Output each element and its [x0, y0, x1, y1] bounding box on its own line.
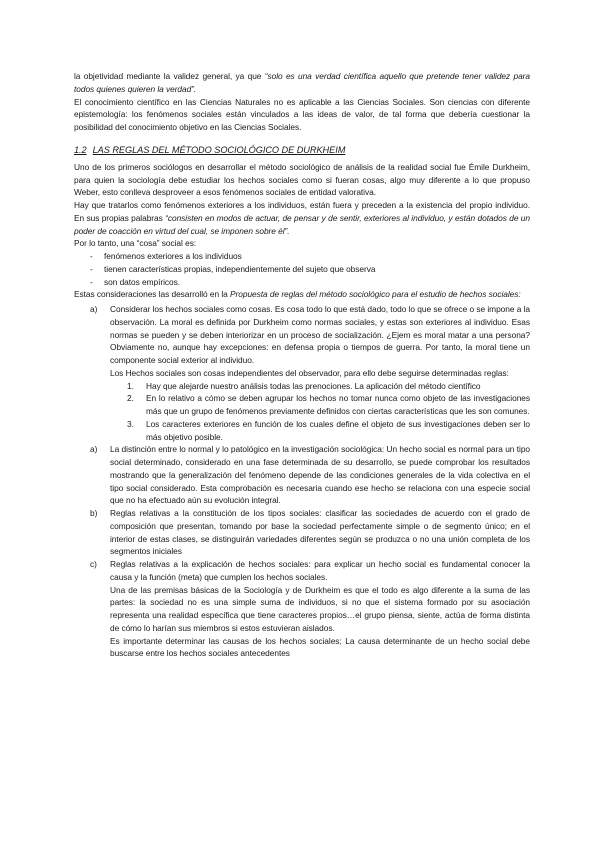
rules-proposal-title: Propuesta de reglas del método sociológico para el estudio de hechos sociales:	[230, 289, 521, 300]
intro-paragraph-2: El conocimiento científico en las Ciencias Naturales no es aplicable a las Ciencias Sociales. Son ciencias con diferente epistemología: los fenómenos sociales están vinculados a las ideas de valor, de tal forma que debería cuestionar la posibilidad del conocimiento objetivo en las Ciencias Sociales.	[74, 96, 530, 132]
section-number: 1.2	[74, 144, 87, 155]
item-paragraph: Es importante determinar las causas de los hechos sociales; La causa determinante de un hecho social debe buscarse entre los hechos sociales antecedentes	[110, 635, 530, 659]
item-paragraph: La distinción entre lo normal y lo patológico en la investigación sociológica: Un hecho social es normal para un tipo social determinado, considerado en una fase determinada de su desarrollo, se puede comprobar los resultados mostrando que la generalización del fenómeno depende de las condiciones generales de la vida colectiva en el tipo social considerado. Esta comprobación es necesaria cuando ese hecho se relaciona con una especie social que no ha efectuado aún su evolución integral.	[110, 444, 530, 506]
item-paragraph: Considerar los hechos sociales como cosas. Es cosa todo lo que está dado, todo lo que se ofrece o se impone a la observación. La moral es definida por Durkheim como normas sociales, y estas son exteriores al individuo. Esas normas se pueden y se deben interiorizar en un proceso de socialización. ¿Ejem es moral matar a una persona? Obviamente no, aunque hay excepciones: en defensa propia o tiempos de guerra. Por tanto, la moral tiene un componente social exterior al individuo.	[110, 304, 530, 365]
durkheim-quote: “consisten en modos de actuar, de pensar y de sentir, exteriores al individuo, y están dotados de un poder de coacción en virtud del cual, se imponen sobre él”.	[74, 212, 530, 236]
rule-item-a1	[74, 303, 530, 443]
rule-item-a2	[74, 443, 530, 507]
exterior-phenomena-paragraph: Hay que tratarlos como fenómenos exteriores a los individuos, están fuera y preceden a la existencia del propio individuo. En sus propias palabras “consisten en modos de actuar, de pensar y de sentir, exteriores al individuo, y están dotados de un poder de coacción en virtud del cual, se imponen sobre él”.	[74, 200, 530, 236]
item-paragraph: Una de las premisas básicas de la Sociología y de Durkheim es que el todo es algo diferente a la suma de las partes: la sociedad no es una simple suma de individuos, si no que el sistema formado por su asociación representa una realidad específica que tiene caracteres propios…el grupo piensa, siente, actúa de forma distinta de cómo lo harían sus miembros si estos estuvieran aislados.	[110, 584, 530, 633]
item-paragraph: Reglas relativas a la explicación de hechos sociales: para explicar un hecho social es fundamental conocer la causa y la función (meta) que cumplen los hechos sociales.	[110, 559, 530, 582]
item-marker: c)	[90, 559, 97, 569]
list-item: - son datos empíricos.	[74, 276, 530, 289]
section-heading	[74, 144, 530, 157]
rule-item-c	[74, 558, 530, 660]
item-marker: a)	[90, 304, 98, 314]
list-item: - tienen características propias, independientemente del sujeto que observa	[74, 263, 530, 276]
social-thing-list	[74, 250, 530, 288]
list-item: 1. Hay que alejarde nuestro análisis todas las prenociones. La aplicación del método científico	[127, 380, 481, 391]
section-title: LAS REGLAS DEL MÉTODO SOCIOLÓGICO DE DURKHEIM	[92, 144, 346, 155]
social-thing-definition: Por lo tanto, una “cosa” social es:	[74, 238, 197, 249]
list-item: 3. Los caracteres exteriores en función de los cuales define el objeto de sus investigaciones deben ser lo más objetivo posible.	[127, 418, 530, 442]
intro-paragraph-1: la objetividad mediante la validez general, ya que “solo es una verdad científica aquello que pretende tener validez para todos quienes quieren la verdad”.	[74, 71, 531, 94]
document-page	[74, 70, 530, 660]
rule-item-b	[74, 507, 530, 558]
durkheim-intro-paragraph: Uno de los primeros sociólogos en desarrollar el método sociológico de análisis de la realidad social fue Émile Durkheim, para quien la sociología debe estudiar los hechos sociales como si fueran cosas, algo muy diferente a lo que propuso Weber, esto conlleva desproveer a esos fenómenos sociales de entidad valorativa.	[74, 161, 530, 198]
observer-rules-list	[110, 380, 530, 444]
item-paragraph: Reglas relativas a la constitución de los tipos sociales: clasificar las sociedades de acuerdo con el grado de composición que presentan, tomando por base la sociedad perfectamente simple o de segmento único; en el interior de estas clases, se distinguirán variedades diferentes según se produzca o no una unión completa de los segmentos iniciales	[110, 508, 530, 557]
list-item: - fenómenos exteriores a los individuos	[74, 250, 530, 263]
weber-quote: “solo es una verdad científica aquello que pretende tener validez para todos quienes quieren la verdad”.	[74, 71, 531, 94]
item-marker: a)	[90, 444, 98, 455]
item-paragraph: Los Hechos sociales son cosas independientes del observador, para ello debe seguirse determinadas reglas:	[110, 367, 509, 378]
list-item: 2. En lo relativo a cómo se deben agrupar los hechos no tomar nunca como objeto de las investigaciones más que un grupo de fenómenos previamente definidos con ciertas características que les son comunes.	[127, 393, 530, 416]
rules-proposal-paragraph: Estas consideraciones las desarrolló en la Propuesta de reglas del método sociológico para el estudio de hechos sociales:	[74, 289, 521, 300]
item-marker: b)	[90, 508, 98, 518]
